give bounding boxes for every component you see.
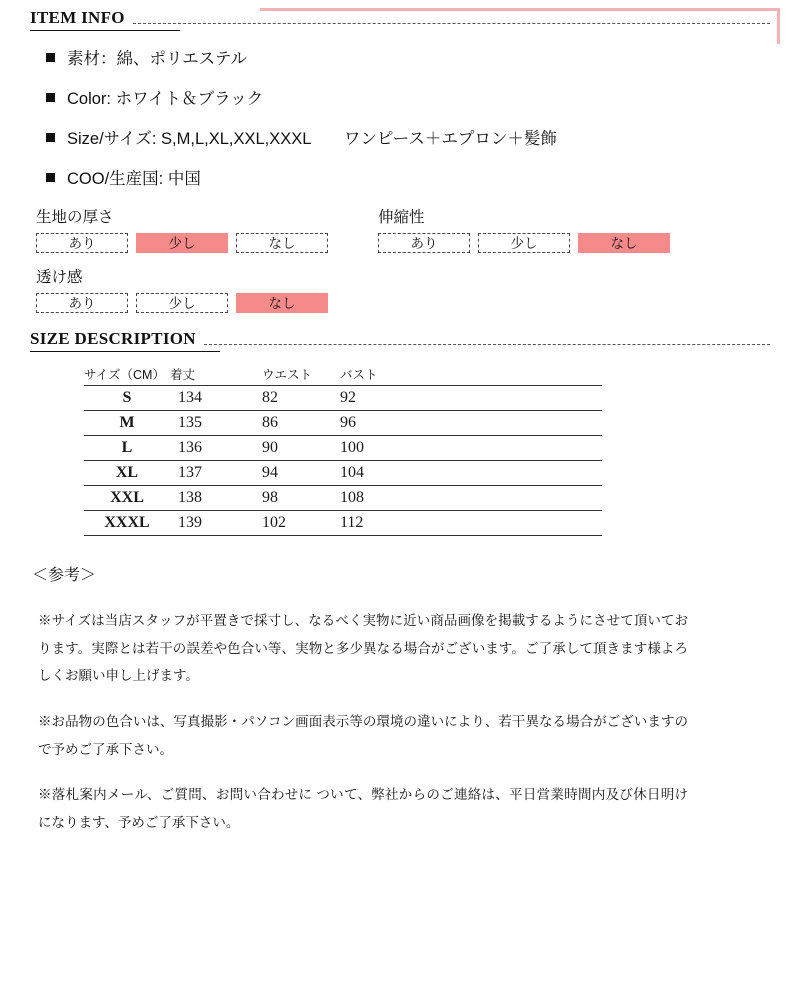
attribute-stretch-label: 伸縮性 — [378, 209, 425, 226]
cell-size: XXXL — [84, 511, 170, 536]
cell-size: L — [84, 436, 170, 461]
size-description-title-underline — [30, 351, 220, 352]
chip-thickness-ari[interactable]: あり — [36, 233, 128, 253]
list-item — [46, 125, 770, 149]
column-header-size: サイズ（CM） — [84, 362, 170, 386]
cell-waist: 82 — [262, 386, 340, 411]
note-paragraph: ※お品物の色合いは、写真撮影・パソコン画面表示等の環境の違いにより、若干異なる場合がございますので予めご了承下さい。 — [38, 714, 688, 757]
attribute-row-1 — [30, 205, 770, 263]
item-info-rule — [133, 23, 770, 24]
cell-size: M — [84, 411, 170, 436]
attribute-sheerness-options — [36, 293, 336, 313]
chip-thickness-nashi[interactable]: なし — [236, 233, 328, 253]
cell-bust: 104 — [340, 461, 602, 486]
table-header-row — [84, 362, 602, 386]
attribute-thickness-label: 生地の厚さ — [36, 209, 114, 226]
column-header-length: 着丈 — [170, 362, 262, 386]
square-bullet-icon — [46, 93, 55, 102]
table-row — [84, 436, 602, 461]
cell-waist: 86 — [262, 411, 340, 436]
column-header-bust: バスト — [340, 362, 602, 386]
chip-sheerness-nashi[interactable]: なし — [236, 293, 328, 313]
cell-length: 137 — [170, 461, 262, 486]
attribute-stretch-options — [378, 233, 678, 253]
size-description-header — [30, 329, 770, 350]
cell-waist: 90 — [262, 436, 340, 461]
item-info-size: Size/サイズ: S,M,L,XL,XXL,XXXL ワンピース＋エプロン＋髪飾 — [67, 130, 557, 148]
item-info-header — [30, 8, 770, 29]
square-bullet-icon — [46, 173, 55, 182]
note-paragraph: ※サイズは当店スタッフが平置きで採寸し、なるべく実物に近い商品画像を掲載するようにさせて頂いております。実際とは若干の誤差や色合い等、実物と多少異なる場合がございます。ご了承して頂きます様よろしくお願い申し上げます。 — [38, 613, 688, 684]
chip-thickness-sukoshi[interactable]: 少し — [136, 233, 228, 253]
reference-title: ＜参考＞ — [32, 567, 97, 584]
column-header-waist: ウエスト — [262, 362, 340, 386]
chip-sheerness-sukoshi[interactable]: 少し — [136, 293, 228, 313]
cell-bust: 100 — [340, 436, 602, 461]
table-row — [84, 511, 602, 536]
cell-size: XL — [84, 461, 170, 486]
cell-waist: 102 — [262, 511, 340, 536]
table-row — [84, 486, 602, 511]
cell-bust: 96 — [340, 411, 602, 436]
list-item — [46, 85, 770, 109]
size-description-rule — [204, 344, 770, 345]
product-detail-page — [0, 8, 800, 837]
item-info-title: ITEM INFO — [30, 8, 125, 27]
table-row — [84, 461, 602, 486]
cell-length: 139 — [170, 511, 262, 536]
item-info-title-underline — [30, 30, 180, 31]
size-table — [84, 362, 602, 536]
square-bullet-icon — [46, 53, 55, 62]
size-description-title: SIZE DESCRIPTION — [30, 329, 196, 348]
table-row — [84, 411, 602, 436]
attribute-stretch — [378, 205, 678, 253]
cell-waist: 98 — [262, 486, 340, 511]
item-info-color: Color: ホワイト＆ブラック — [67, 90, 264, 108]
table-row — [84, 386, 602, 411]
attribute-thickness-options — [36, 233, 336, 253]
attribute-row-2 — [30, 265, 770, 321]
cell-size: S — [84, 386, 170, 411]
cell-bust: 112 — [340, 511, 602, 536]
chip-stretch-nashi[interactable]: なし — [578, 233, 670, 253]
chip-stretch-ari[interactable]: あり — [378, 233, 470, 253]
item-info-coo: COO/生産国: 中国 — [67, 170, 201, 188]
cell-bust: 92 — [340, 386, 602, 411]
square-bullet-icon — [46, 133, 55, 142]
attribute-sheerness — [36, 265, 336, 313]
item-info-material: 素材：綿、ポリエステル — [67, 50, 248, 68]
list-item — [46, 165, 770, 189]
cell-waist: 94 — [262, 461, 340, 486]
attribute-sheerness-label: 透け感 — [36, 269, 83, 286]
cell-size: XXL — [84, 486, 170, 511]
note-paragraph: ※落札案内メール、ご質問、お問い合わせに ついて、弊社からのご連絡は、平日営業時間内及び休日明けになります、予めご了承下さい。 — [38, 787, 688, 831]
cell-length: 134 — [170, 386, 262, 411]
chip-stretch-sukoshi[interactable]: 少し — [478, 233, 570, 253]
chip-sheerness-ari[interactable]: あり — [36, 293, 128, 313]
cell-length: 136 — [170, 436, 262, 461]
cell-length: 138 — [170, 486, 262, 511]
reference-notes — [38, 607, 688, 837]
list-item — [46, 45, 770, 69]
item-info-list — [46, 45, 770, 189]
size-description-section — [30, 329, 770, 536]
cell-length: 135 — [170, 411, 262, 436]
cell-bust: 108 — [340, 486, 602, 511]
attribute-thickness — [36, 205, 336, 253]
